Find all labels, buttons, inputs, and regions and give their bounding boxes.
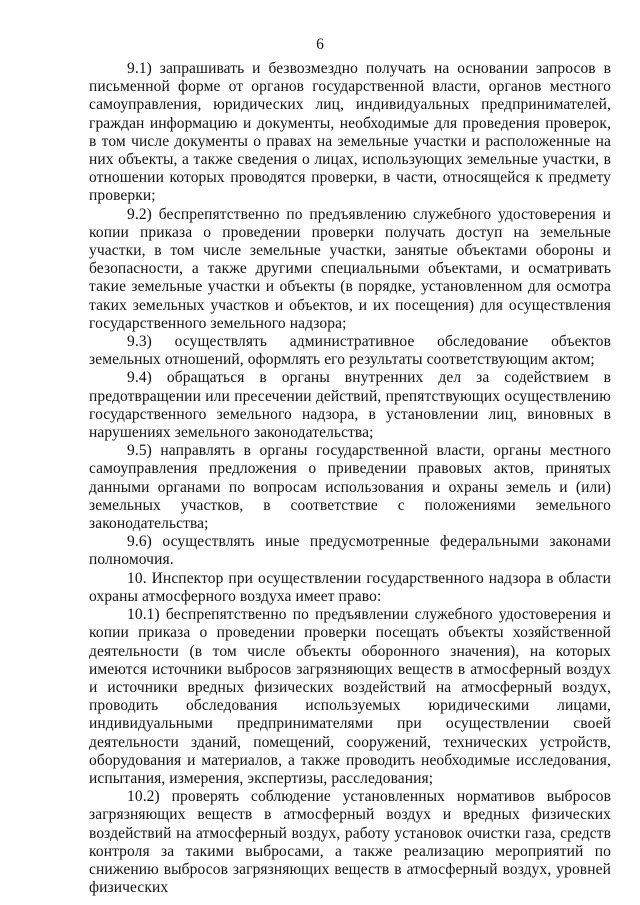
paragraph-9-3: 9.3) осуществлять административное обследование объектов земельных отношений, оформлять его результаты соответствующим актом; bbox=[89, 333, 611, 369]
document-body bbox=[89, 60, 611, 897]
paragraph-9-5: 9.5) направлять в органы государственной власти, органы местного самоуправления предложения о приведении правовых актов, принятых данными органами по вопросам использования и охраны земель и (или) земельных участков, в соответствие с положениями земельного законодательства; bbox=[89, 442, 611, 533]
paragraph-10-2: 10.2) проверять соблюдение установленных нормативов выбросов загрязняющих веществ в атмосферный воздух и вредных физических воздействий на атмосферный воздух, работу установок очистки газа, средств контроля за такими выбросами, а также реализацию мероприятий по снижению выбросов загрязняющих веществ в атмосферный воздух, уровней физических bbox=[89, 788, 611, 897]
paragraph-9-1: 9.1) запрашивать и безвозмездно получать на основании запросов в письменной форме от органов государственной власти, органов местного самоуправления, юридических лиц, индивидуальных предпринимателей, граждан информацию и документы, необходимые для проведения проверок, в том числе документы о правах на земельные участки и расположенные на них объекты, а также сведения о лицах, использующих земельные участки, в отношении которых проводятся проверки, в части, относящейся к предмету проверки; bbox=[89, 60, 611, 205]
paragraph-9-4: 9.4) обращаться в органы внутренних дел за содействием в предотвращении или пресечении действий, препятствующих осуществлению государственного земельного надзора, в установлении лиц, виновных в нарушениях земельного законодательства; bbox=[89, 369, 611, 442]
paragraph-10: 10. Инспектор при осуществлении государственного надзора в области охраны атмосферного воздуха имеет право: bbox=[89, 569, 611, 605]
paragraph-10-1: 10.1) беспрепятственно по предъявлении служебного удостоверения и копии приказа о проведении проверки посещать объекты хозяйственной деятельности (в том числе объекты оборонного значения), на которых имеются источники выбросов загрязняющих веществ в атмосферный воздух и источники вредных физических воздействий на атмосферный воздух, проводить обследования используемых юридическими лицами, индивидуальными предпринимателями при осуществлении своей деятельности зданий, помещений, сооружений, технических устройств, оборудования и материалов, а также проводить необходимые исследования, испытания, измерения, экспертизы, расследования; bbox=[89, 606, 611, 787]
paragraph-9-2: 9.2) беспрепятственно по предъявлению служебного удостоверения и копии приказа о проведении проверки получать доступ на земельные участки, в том числе земельные участки, занятые объектами обороны и безопасности, а также другими специальными объектами, и осматривать такие земельные участки и объекты (в порядке, установленном для осмотра таких земельных участков и объектов, и их посещения) для осуществления государственного земельного надзора; bbox=[89, 205, 611, 332]
page-number: 6 bbox=[316, 36, 324, 53]
paragraph-9-6: 9.6) осуществлять иные предусмотренные федеральными законами полномочия. bbox=[89, 533, 611, 569]
